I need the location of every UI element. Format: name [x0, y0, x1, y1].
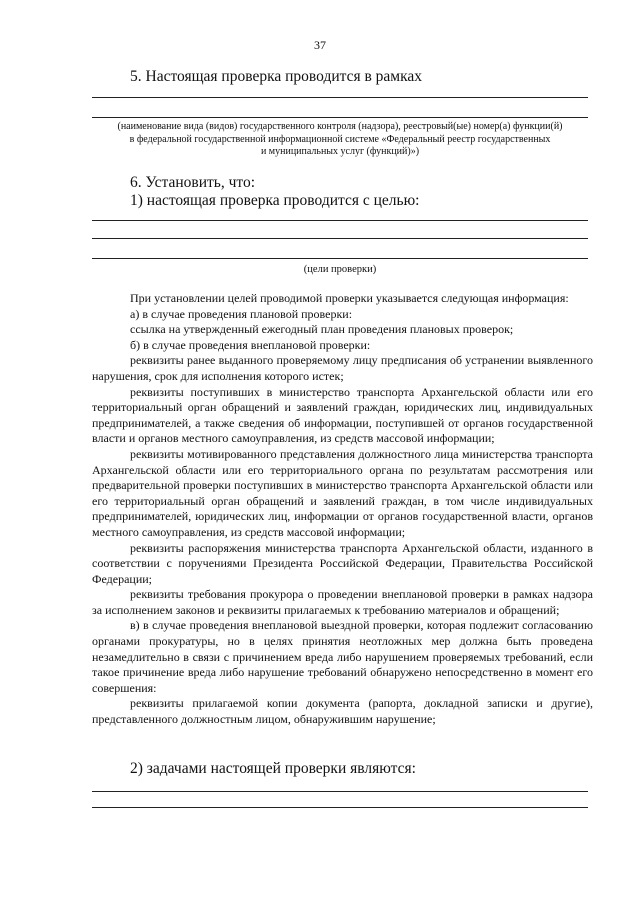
caption-line: (наименование вида (видов) государственного контроля (надзора), реестровый(ые) номер(а) функции(й) — [117, 121, 563, 132]
caption-line: в федеральной государственной информационной системе «Федеральный реестр государственных — [129, 133, 551, 145]
paragraph: реквизиты требования прокурора о проведении внеплановой проверки в рамках надзора за исполнением законов и реквизиты прилагаемых к требованию материалов и обращений; — [92, 587, 593, 617]
fill-in-line — [92, 807, 588, 808]
fill-in-line — [92, 258, 588, 259]
goal-instructions — [92, 291, 593, 728]
fill-in-line — [92, 238, 588, 239]
paragraph: При установлении целей проводимой проверки указывается следующая информация: — [130, 291, 569, 305]
goal-item-heading: 1) настоящая проверка проводится с целью: — [130, 192, 420, 209]
paragraph: реквизиты ранее выданного проверяемому лицу предписания об устранении выявленного нарушения, срок для исполнения которого истек; — [92, 353, 593, 383]
fill-in-line — [92, 791, 588, 792]
page-number: 37 — [314, 38, 326, 52]
paragraph: б) в случае проведения внеплановой проверки: — [130, 337, 371, 352]
paragraph: в) в случае проведения внеплановой выездной проверки, которая подлежит согласованию органами прокуратуры, но в целях принятия неотложных мер должна быть проведена незамедлительно в связи с причинением вреда либо нарушением проверяемых требований, если такое причинение вреда либо нарушение требований обнаружено непосредственно в момент его совершения: — [92, 618, 593, 695]
caption-line: и муниципальных услуг (функций)») — [260, 146, 420, 157]
fill-in-line — [92, 220, 588, 221]
paragraph: реквизиты поступивших в министерство транспорта Архангельской области или его территориальный орган обращений и заявлений граждан, юридических лиц, индивидуальных предпринимателей, а также сведения об информации, поступившей от органов государственной власти и органов местного самоуправления, из средств массовой информации; — [92, 384, 593, 446]
paragraph: реквизиты прилагаемой копии документа (рапорта, докладной записки и другие), представленного должностным лицом, обнаружившим нарушение; — [92, 696, 593, 727]
fill-in-line — [92, 97, 588, 98]
paragraph: ссылка на утвержденный ежегодный план проведения плановых проверок; — [130, 322, 514, 337]
section-5-caption — [92, 121, 588, 159]
tasks-item-heading: 2) задачами настоящей проверки являются: — [130, 760, 416, 777]
goal-caption: (цели проверки) — [303, 264, 377, 275]
fill-in-line — [92, 117, 588, 118]
paragraph: а) в случае проведения плановой проверки: — [130, 306, 353, 321]
section-6-heading: 6. Установить, что: — [130, 174, 256, 191]
paragraph: реквизиты распоряжения министерства транспорта Архангельской области, изданного в соответствии с поручениями Президента Российской Федерации, Правительства Российской Федерации; — [92, 540, 593, 586]
paragraph: реквизиты мотивированного представления должностного лица министерства транспорта Архангельской области или его территориального органа по результатам рассмотрения или предварительной проверки поступивших в министерство транспорта Архангельской области или его территориальный орган обращений и заявлений граждан, в том числе индивидуальных предпринимателей, юридических лиц, информации от органов государственной власти, органов местного самоуправления, из средств массовой информации; — [92, 446, 593, 539]
section-5-heading: 5. Настоящая проверка проводится в рамках — [130, 68, 423, 85]
